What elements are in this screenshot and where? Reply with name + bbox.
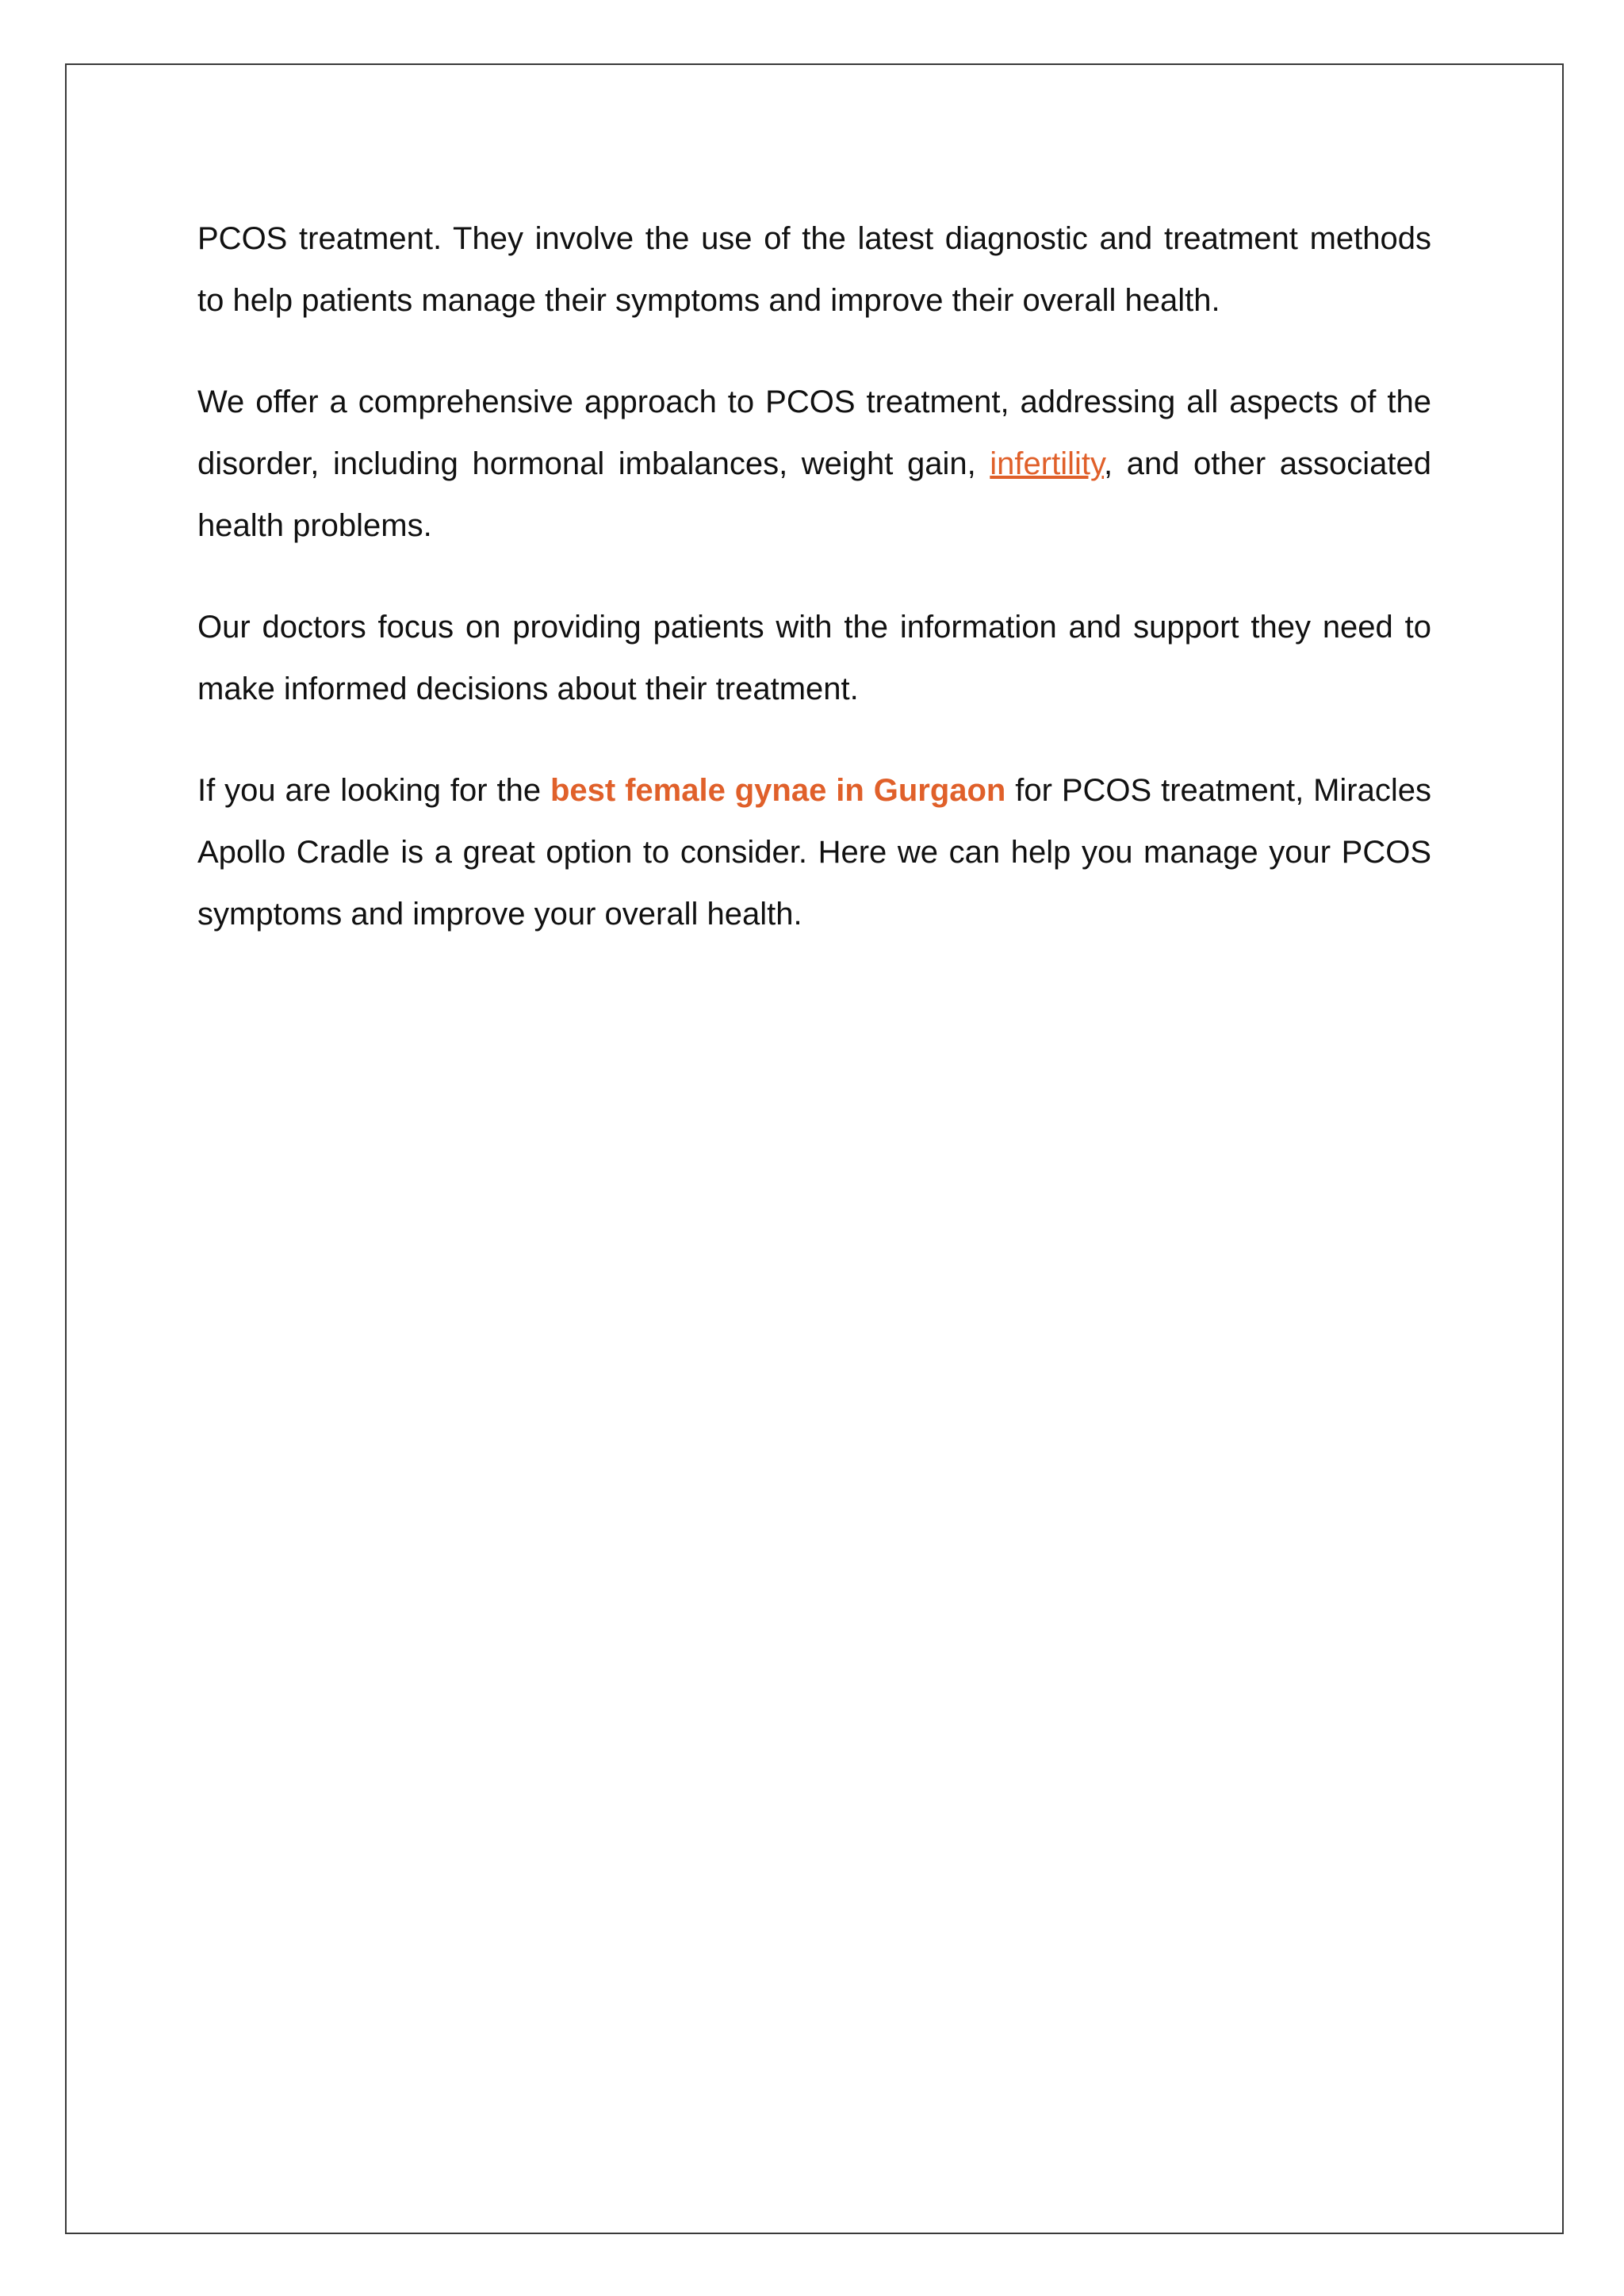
paragraph-4 bbox=[197, 760, 1431, 945]
paragraph-1-text: PCOS treatment. They involve the use of the latest diagnostic and treatment methods to help patients manage their symptoms and improve their overall health. bbox=[197, 221, 1431, 318]
paragraph-1 bbox=[197, 208, 1431, 331]
paragraph-2-text-before: We offer a comprehensive approach to PCOS treatment, addressing all aspects of the disorder, including hormonal imbalances, weight gain, bbox=[197, 385, 1431, 481]
best-female-gynae-link[interactable]: best female gynae in Gurgaon bbox=[550, 773, 1006, 808]
paragraph-2-text-after: , and other associated health problems. bbox=[197, 446, 1432, 543]
paragraph-4-text-before: If you are looking for the bbox=[197, 773, 550, 808]
infertility-link[interactable]: infertility bbox=[990, 446, 1105, 481]
document-body bbox=[197, 208, 1431, 985]
paragraph-3-text: Our doctors focus on providing patients with the information and support they need to make informed decisions about their treatment. bbox=[197, 610, 1431, 706]
paragraph-2 bbox=[197, 371, 1431, 557]
paragraph-4-text-after: for PCOS treatment, Miracles Apollo Cradle is a great option to consider. Here we can help you manage your PCOS symptoms and improve your overall health. bbox=[197, 773, 1431, 932]
paragraph-3 bbox=[197, 596, 1431, 720]
